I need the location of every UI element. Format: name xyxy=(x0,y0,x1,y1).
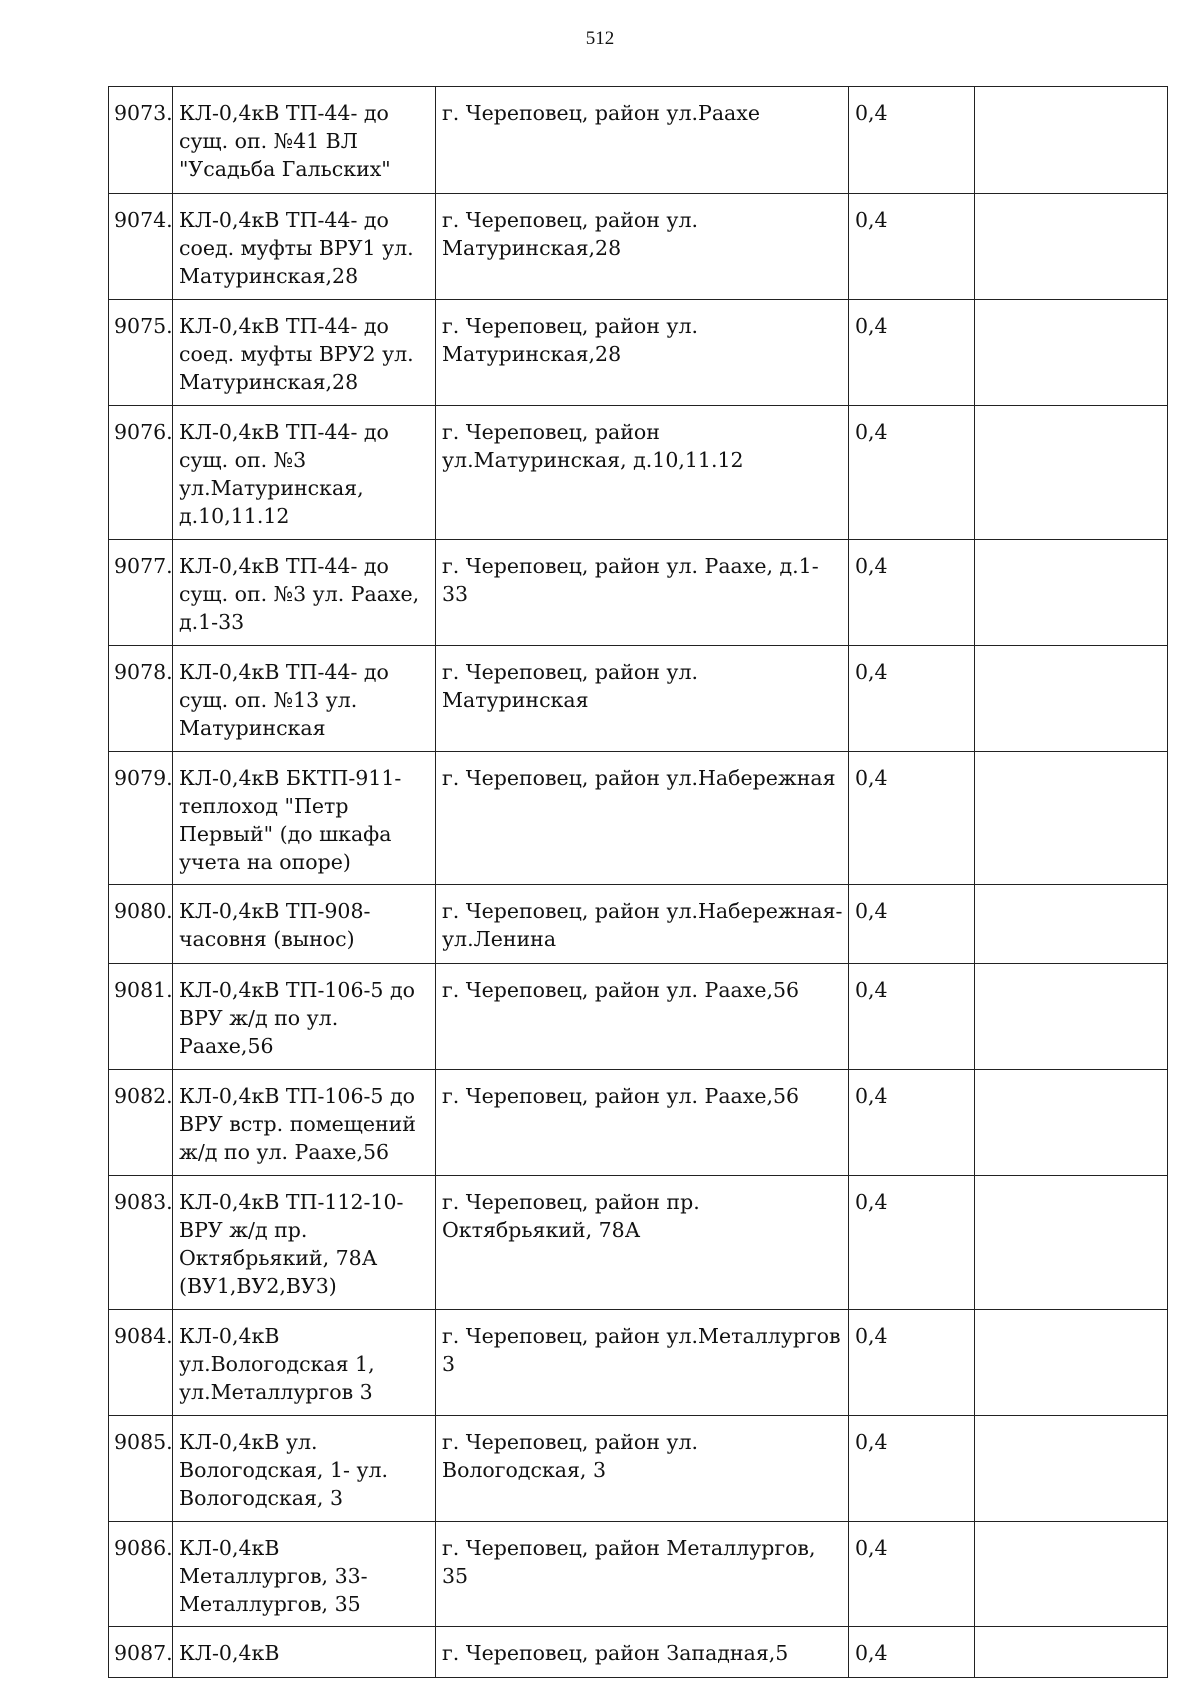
line-location: г. Череповец, район ул. Раахе, д.1-33 xyxy=(436,540,849,646)
line-name: КЛ-0,4кВ ТП-106-5 до ВРУ ж/д по ул. Раахе,56 xyxy=(173,964,436,1070)
line-name: КЛ-0,4кВ ТП-106-5 до ВРУ встр. помещений ж/д по ул. Раахе,56 xyxy=(173,1070,436,1176)
row-number: 9080. xyxy=(109,885,173,964)
line-voltage: 0,4 xyxy=(849,1070,975,1176)
line-voltage: 0,4 xyxy=(849,1310,975,1416)
line-voltage: 0,4 xyxy=(849,752,975,885)
table-row xyxy=(109,1416,1168,1522)
line-voltage: 0,4 xyxy=(849,885,975,964)
line-name: КЛ-0,4кВ ТП-44- до соед. муфты ВРУ2 ул. Матуринская,28 xyxy=(173,300,436,406)
line-location: г. Череповец, район Металлургов, 35 xyxy=(436,1522,849,1627)
extra-cell xyxy=(975,87,1168,194)
line-voltage: 0,4 xyxy=(849,1627,975,1678)
line-voltage: 0,4 xyxy=(849,1522,975,1627)
table-row xyxy=(109,1522,1168,1627)
line-location: г. Череповец, район ул.Набережная xyxy=(436,752,849,885)
row-number: 9087. xyxy=(109,1627,173,1678)
line-name: КЛ-0,4кВ ТП-908- часовня (вынос) xyxy=(173,885,436,964)
table-row xyxy=(109,646,1168,752)
table-row xyxy=(109,194,1168,300)
row-number: 9082. xyxy=(109,1070,173,1176)
extra-cell xyxy=(975,964,1168,1070)
page-number: 512 xyxy=(585,28,615,49)
line-location: г. Череповец, район Западная,5 xyxy=(436,1627,849,1678)
line-name: КЛ-0,4кВ ул.Вологодская 1, ул.Металлургов 3 xyxy=(173,1310,436,1416)
table-row xyxy=(109,300,1168,406)
extra-cell xyxy=(975,406,1168,540)
extra-cell xyxy=(975,1176,1168,1310)
line-location: г. Череповец, район ул.Матуринская, д.10,11.12 xyxy=(436,406,849,540)
table-row xyxy=(109,752,1168,885)
line-location: г. Череповец, район ул.Раахе xyxy=(436,87,849,194)
line-name: КЛ-0,4кВ ТП-44- до сущ. оп. №41 ВЛ "Усадьба Гальских" xyxy=(173,87,436,194)
line-location: г. Череповец, район ул. Матуринская,28 xyxy=(436,300,849,406)
row-number: 9075. xyxy=(109,300,173,406)
row-number: 9083. xyxy=(109,1176,173,1310)
registry-table xyxy=(108,86,1168,1678)
row-number: 9078. xyxy=(109,646,173,752)
line-name: КЛ-0,4кВ ТП-44- до сущ. оп. №13 ул. Матуринская xyxy=(173,646,436,752)
table-row xyxy=(109,964,1168,1070)
row-number: 9079. xyxy=(109,752,173,885)
extra-cell xyxy=(975,646,1168,752)
line-voltage: 0,4 xyxy=(849,540,975,646)
extra-cell xyxy=(975,194,1168,300)
line-location: г. Череповец, район ул. Матуринская,28 xyxy=(436,194,849,300)
row-number: 9073. xyxy=(109,87,173,194)
line-voltage: 0,4 xyxy=(849,406,975,540)
row-number: 9076. xyxy=(109,406,173,540)
line-name: КЛ-0,4кВ ТП-44- до сущ. оп. №3 ул. Раахе, д.1-33 xyxy=(173,540,436,646)
extra-cell xyxy=(975,1522,1168,1627)
row-number: 9077. xyxy=(109,540,173,646)
extra-cell xyxy=(975,1627,1168,1678)
extra-cell xyxy=(975,1070,1168,1176)
row-number: 9084. xyxy=(109,1310,173,1416)
line-voltage: 0,4 xyxy=(849,194,975,300)
line-location: г. Череповец, район ул. Матуринская xyxy=(436,646,849,752)
table-row xyxy=(109,406,1168,540)
line-location: г. Череповец, район ул. Раахе,56 xyxy=(436,964,849,1070)
line-location: г. Череповец, район ул.Металлургов 3 xyxy=(436,1310,849,1416)
extra-cell xyxy=(975,1310,1168,1416)
line-location: г. Череповец, район ул. Раахе,56 xyxy=(436,1070,849,1176)
extra-cell xyxy=(975,885,1168,964)
row-number: 9085. xyxy=(109,1416,173,1522)
table-row xyxy=(109,87,1168,194)
row-number: 9081. xyxy=(109,964,173,1070)
line-location: г. Череповец, район ул. Вологодская, 3 xyxy=(436,1416,849,1522)
line-name: КЛ-0,4кВ ул. Вологодская, 1- ул. Вологодская, 3 xyxy=(173,1416,436,1522)
line-name: КЛ-0,4кВ БКТП-911- теплоход "Петр Первый" (до шкафа учета на опоре) xyxy=(173,752,436,885)
line-voltage: 0,4 xyxy=(849,300,975,406)
line-name: КЛ-0,4кВ Металлургов, 33- Металлургов, 35 xyxy=(173,1522,436,1627)
table-row xyxy=(109,1070,1168,1176)
line-name: КЛ-0,4кВ ТП-44- до соед. муфты ВРУ1 ул. Матуринская,28 xyxy=(173,194,436,300)
row-number: 9086. xyxy=(109,1522,173,1627)
extra-cell xyxy=(975,300,1168,406)
table-row xyxy=(109,540,1168,646)
line-location: г. Череповец, район пр. Октябрьякий, 78А xyxy=(436,1176,849,1310)
line-voltage: 0,4 xyxy=(849,87,975,194)
table-row xyxy=(109,1627,1168,1678)
line-name: КЛ-0,4кВ ТП-44- до сущ. оп. №3 ул.Матуринская, д.10,11.12 xyxy=(173,406,436,540)
table-row xyxy=(109,885,1168,964)
row-number: 9074. xyxy=(109,194,173,300)
line-voltage: 0,4 xyxy=(849,646,975,752)
extra-cell xyxy=(975,1416,1168,1522)
line-name: КЛ-0,4кВ xyxy=(173,1627,436,1678)
extra-cell xyxy=(975,752,1168,885)
extra-cell xyxy=(975,540,1168,646)
line-voltage: 0,4 xyxy=(849,1416,975,1522)
table-row xyxy=(109,1176,1168,1310)
line-voltage: 0,4 xyxy=(849,964,975,1070)
line-name: КЛ-0,4кВ ТП-112-10- ВРУ ж/д пр. Октябрьякий, 78А (ВУ1,ВУ2,ВУ3) xyxy=(173,1176,436,1310)
line-voltage: 0,4 xyxy=(849,1176,975,1310)
table-row xyxy=(109,1310,1168,1416)
line-location: г. Череповец, район ул.Набережная- ул.Ленина xyxy=(436,885,849,964)
